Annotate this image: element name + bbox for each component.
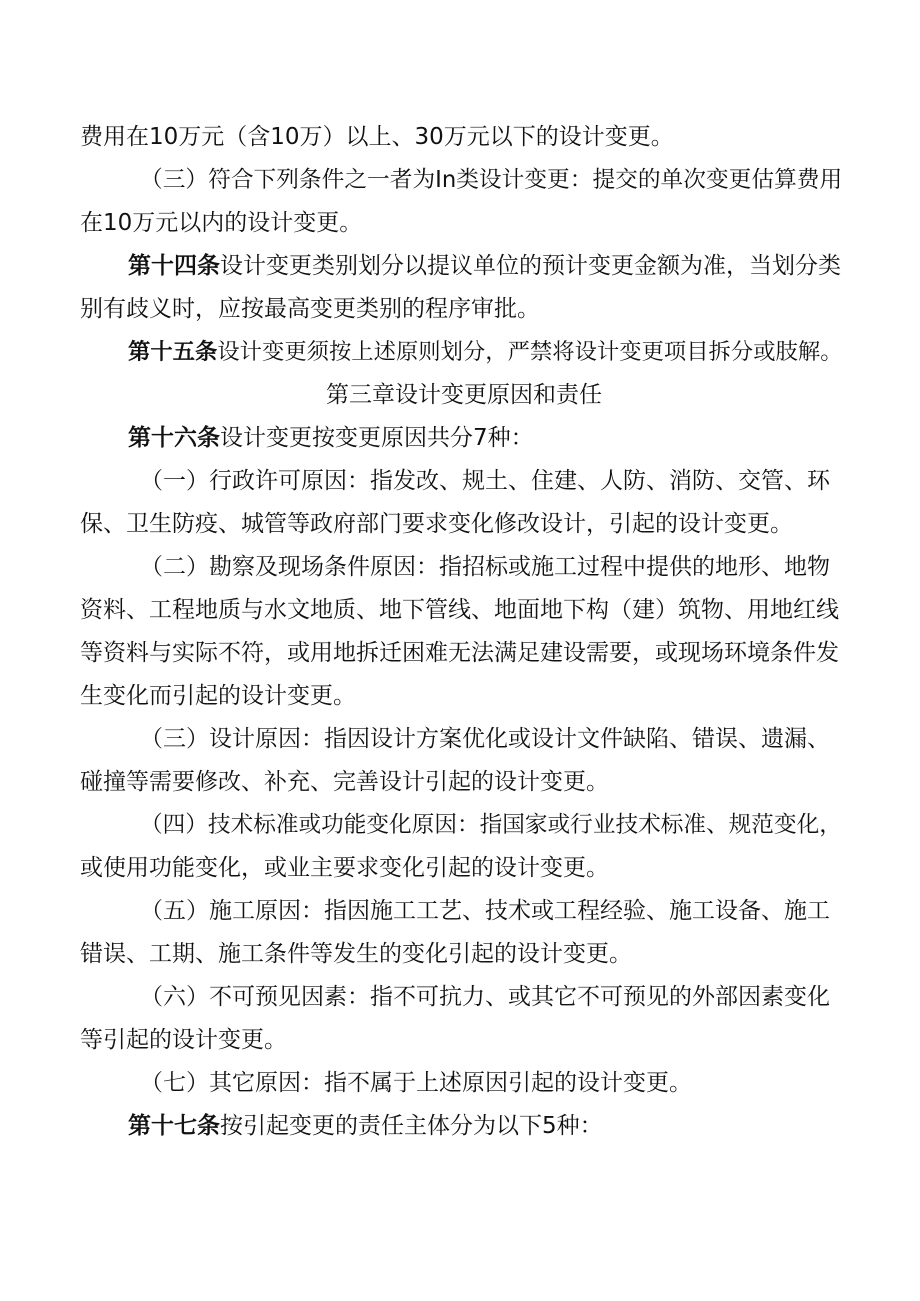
line-text: 按引起变更的责任主体分为以下5种： [220, 1113, 603, 1139]
article-number: 第十五条 [128, 339, 218, 365]
line-text: （三）符合下列条件之一者为In类设计变更：提交的单次变更估算费用 [140, 167, 843, 193]
line-text: 保、卫生防疫、城管等政府部门要求变化修改设计，引起的设计变更。 [80, 511, 793, 537]
line-text: 费用在10万元（含10万）以上、30万元以下的设计变更。 [80, 124, 674, 150]
text-line [80, 159, 848, 202]
text-line [80, 288, 848, 331]
line-text: 设计变更须按上述原则划分，严禁将设计变更项目拆分或肢解。 [217, 339, 843, 365]
article-17-line [80, 1105, 848, 1148]
line-text: （一）行政许可原因：指发改、规土、住建、人防、消防、交管、环 [140, 468, 830, 494]
text-line [80, 1019, 848, 1062]
text-line [80, 546, 848, 589]
text-line [80, 116, 848, 159]
text-line [80, 460, 848, 503]
line-text: （七）其它原因：指不属于上述原因引起的设计变更。 [140, 1070, 692, 1096]
line-text: 别有歧义时，应按最高变更类别的程序审批。 [80, 296, 540, 322]
text-line [80, 632, 848, 675]
text-line [80, 718, 848, 761]
line-text: 在10万元以内的设计变更。 [80, 210, 363, 236]
text-line [80, 804, 848, 847]
line-text: 等引起的设计变更。 [80, 1027, 287, 1053]
line-text: 错误、工期、施工条件等发生的变化引起的设计变更。 [80, 941, 632, 967]
chapter-title: 第三章设计变更原因和责任 [326, 382, 602, 408]
line-text: （五）施工原因：指因施工工艺、技术或工程经验、施工设备、施工 [140, 898, 830, 924]
text-line [80, 202, 848, 245]
line-text: 设计变更类别划分以提议单位的预计变更金额为准，当划分类 [220, 253, 841, 279]
chapter-heading [80, 374, 848, 417]
text-line [80, 890, 848, 933]
line-text: 资料、工程地质与水文地质、地下管线、地面地下构（建）筑物、用地红线 [80, 597, 839, 623]
article-14-line [80, 245, 848, 288]
text-line [80, 761, 848, 804]
text-line [80, 1062, 848, 1105]
text-line [80, 933, 848, 976]
line-text: （六）不可预见因素：指不可抗力、或其它不可预见的外部因素变化 [140, 984, 830, 1010]
article-number: 第十七条 [128, 1113, 220, 1139]
article-16-line [80, 417, 848, 460]
article-15-line [80, 331, 848, 374]
text-line [80, 503, 848, 546]
article-number: 第十四条 [128, 253, 220, 279]
line-text: 设计变更按变更原因共分7种： [220, 425, 534, 451]
line-text: （四）技术标准或功能变化原因：指国家或行业技术标准、规范变化， [140, 812, 842, 838]
text-line [80, 847, 848, 890]
line-text: 或使用功能变化，或业主要求变化引起的设计变更。 [80, 855, 609, 881]
line-text: 等资料与实际不符，或用地拆迁困难无法满足建设需要，或现场环境条件发 [80, 640, 839, 666]
line-text: （三）设计原因：指因设计方案优化或设计文件缺陷、错误、遗漏、 [140, 726, 830, 752]
document-page [80, 116, 848, 1148]
line-text: 生变化而引起的设计变更。 [80, 683, 356, 709]
line-text: （二）勘察及现场条件原因：指招标或施工过程中提供的地形、地物 [140, 554, 830, 580]
text-line [80, 675, 848, 718]
article-number: 第十六条 [128, 425, 220, 451]
line-text: 碰撞等需要修改、补充、完善设计引起的设计变更。 [80, 769, 609, 795]
text-line [80, 589, 848, 632]
text-line [80, 976, 848, 1019]
